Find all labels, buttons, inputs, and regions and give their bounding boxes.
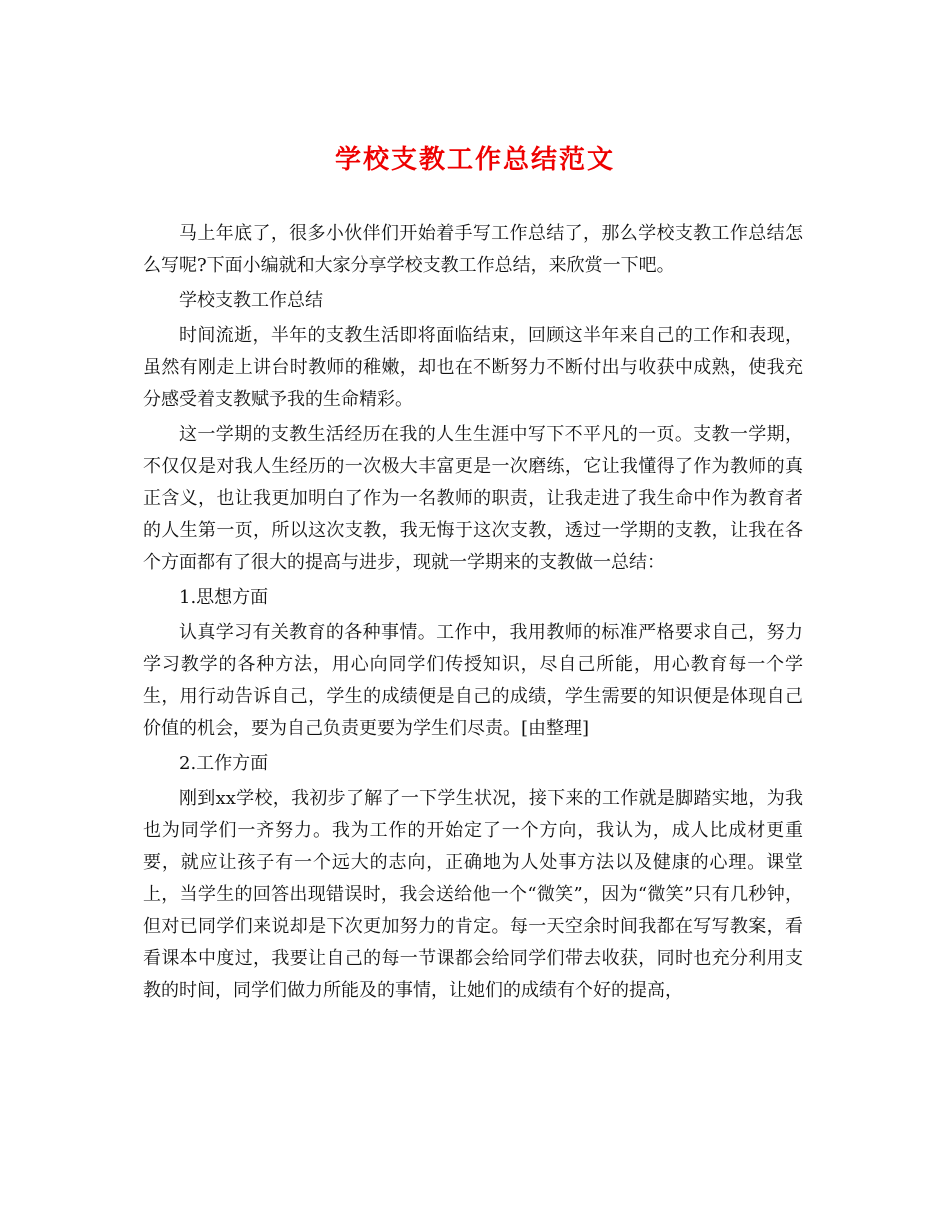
document-title: 学校支教工作总结范文: [334, 145, 615, 175]
document-body: [143, 218, 803, 1010]
section-heading-thought: 1.思想方面: [179, 587, 269, 608]
paragraph-work: 刚到xx学校，我初步了解了一下学生状况，接下来的工作就是脚踏实地，为我也为同学们一齐努力。我为工作的开始定了一个方向，我认为，成人比成材更重要，就应让孩子有一个远大的志向，正确地为人处事方法以及健康的心理。课堂上，当学生的回答出现错误时，我会送给他一个“微笑”，因为“微笑”只有几秒钟，但对已同学们来说却是下次更加努力的肯定。每一天空余时间我都在写写教案，看看课本中度过，我要让自己的每一节课都会给同学们带去收获，同时也充分利用支教的时间，同学们做力所能及的事情，让她们的成绩有个好的提高，: [143, 788, 803, 1001]
paragraph-semester: 这一学期的支教生活经历在我的人生生涯中写下不平凡的一页。支教一学期，不仅仅是对我人生经历的一次极大丰富更是一次磨练，它让我懂得了作为教师的真正含义，也让我更加明白了作为一名教师的职责，让我走进了我生命中作为教育者的人生第一页，所以这次支教，我无悔于这次支教，透过一学期的支教，让我在各个方面都有了很大的提高与进步，现就一学期来的支教做一总结：: [143, 424, 803, 573]
paragraph-time: 时间流逝，半年的支教生活即将面临结束，回顾这半年来自己的工作和表现，虽然有刚走上讲台时教师的稚嫩，却也在不断努力不断付出与收获中成熟，使我充分感受着支教赋予我的生命精彩。: [143, 325, 803, 410]
intro-paragraph: 马上年底了，很多小伙伴们开始着手写工作总结了，那么学校支教工作总结怎么写呢?下面小编就和大家分享学校支教工作总结，来欣赏一下吧。: [143, 223, 803, 276]
paragraph-thought: 认真学习有关教育的各种事情。工作中，我用教师的标准严格要求自己，努力学习教学的各种方法，用心向同学们传授知识，尽自己所能，用心教育每一个学生，用行动告诉自己，学生的成绩便是自己的成绩，学生需要的知识便是体现自己价值的机会，要为自己负责更要为学生们尽责。[由整理]: [143, 622, 803, 739]
section-heading-summary: 学校支教工作总结: [179, 290, 323, 311]
section-heading-work: 2.工作方面: [179, 753, 269, 774]
